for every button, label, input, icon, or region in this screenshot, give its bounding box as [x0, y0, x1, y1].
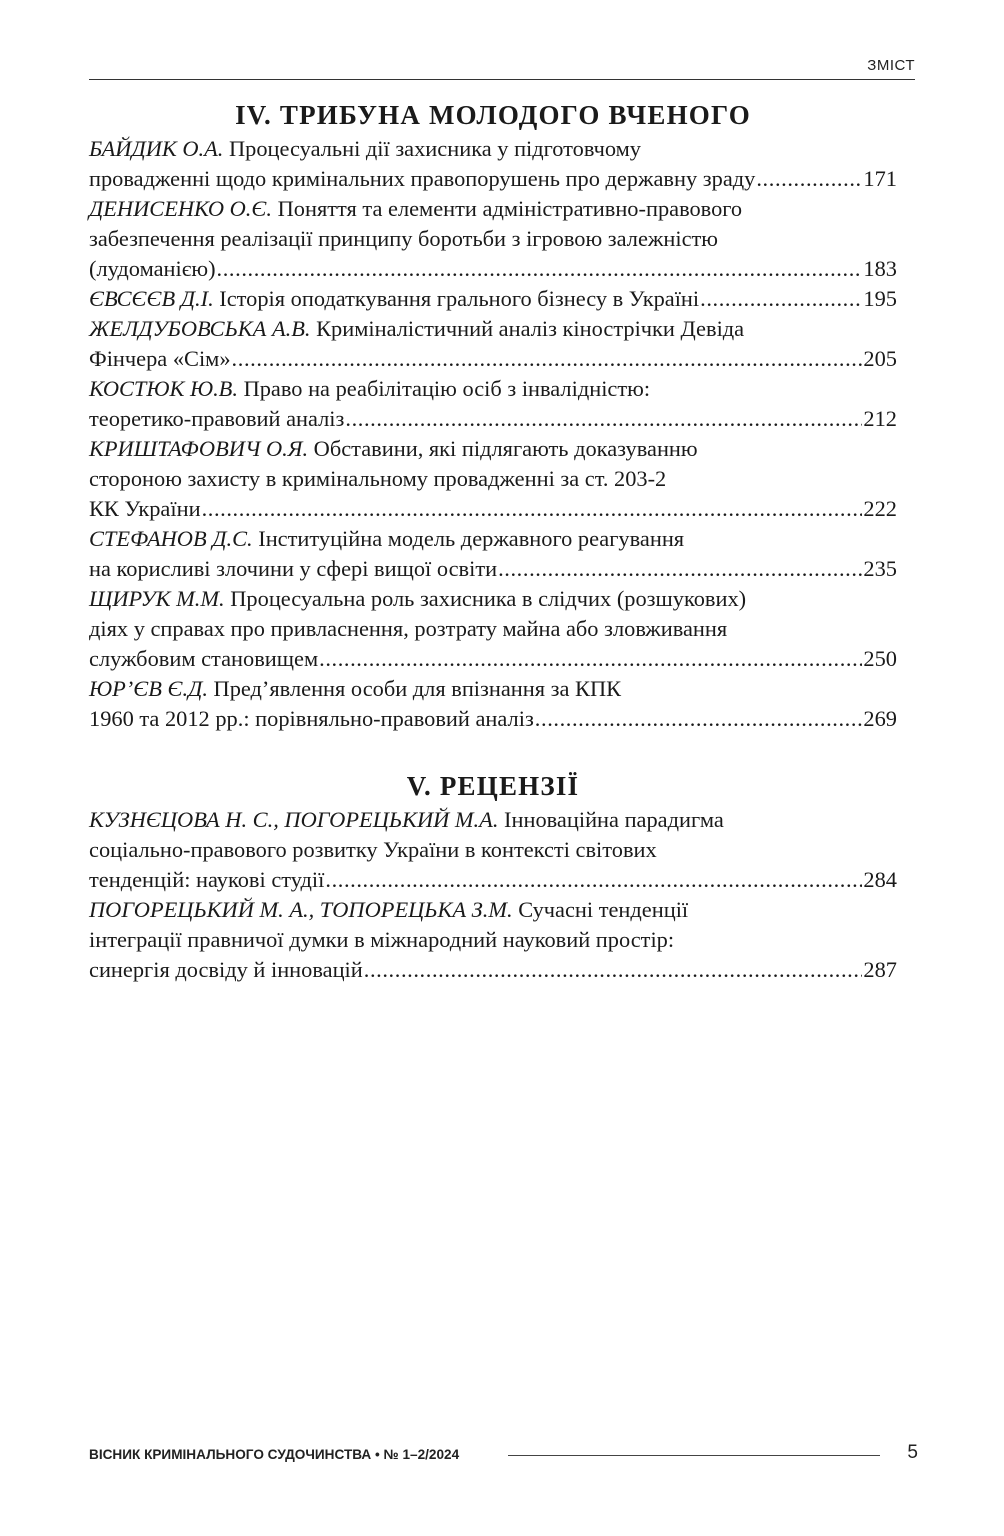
toc-entry-line — [89, 374, 897, 404]
toc-entry-author: КРИШТАФОВИЧ О.Я. — [89, 436, 309, 461]
toc-entry-author: КУЗНЄЦОВА Н. С., ПОГОРЕЦЬКИЙ М.А. — [89, 807, 499, 832]
toc-entry-line — [89, 614, 897, 644]
toc-entry-line — [89, 584, 897, 614]
toc-entry-title: діях у справах про привласнення, розтрату майна або зловживання — [89, 616, 728, 641]
toc-entry-page: 235 — [863, 556, 897, 581]
toc-entry[interactable] — [89, 895, 897, 985]
toc-entry-title: Сучасні тенденції — [518, 897, 689, 922]
section-title: V. РЕЦЕНЗІЇ — [406, 771, 580, 801]
toc-entry-text — [89, 704, 534, 734]
toc-entry-text — [89, 466, 666, 491]
toc-entry-author: ЩИРУК М.М. — [89, 586, 225, 611]
toc-entry-page: 212 — [863, 406, 897, 431]
toc-entry-author: ЮР’ЄВ Є.Д. — [89, 676, 208, 701]
toc-entry-page: 222 — [863, 496, 897, 521]
toc-entry-text — [89, 644, 318, 674]
toc-entry-text — [89, 616, 727, 641]
running-header: ЗМІСТ — [867, 57, 915, 74]
toc-entry-last-line — [89, 704, 897, 734]
toc-entry-title: (лудоманією) — [89, 256, 216, 281]
toc-entry-title: 1960 та 2012 рр.: порівняльно-правовий аналіз — [89, 706, 534, 731]
dot-leader — [319, 644, 862, 674]
toc-entry[interactable] — [89, 314, 897, 374]
toc-entry-title: Обставини, які підлягають доказуванню — [313, 436, 698, 461]
toc-entry[interactable] — [89, 374, 897, 434]
toc-entry-title: соціально-правового розвитку України в контексті світових — [89, 837, 657, 862]
toc-entry-text — [89, 807, 724, 832]
toc-entry-text — [89, 226, 718, 251]
toc-entry[interactable] — [89, 194, 897, 284]
toc-entry-line — [89, 524, 897, 554]
dot-leader — [217, 254, 863, 284]
section-reviews — [89, 769, 897, 985]
toc-entry-author: БАЙДИК О.А. — [89, 136, 224, 161]
dot-leader — [700, 284, 862, 314]
toc-entry-text — [89, 676, 621, 701]
toc-entry[interactable] — [89, 284, 897, 314]
toc-entry[interactable] — [89, 674, 897, 734]
header-divider — [89, 79, 915, 80]
toc-entry-title: тенденцій: наукові студії — [89, 867, 325, 892]
toc-entry-title: забезпечення реалізації принципу боротьби з ігровою залежністю — [89, 226, 719, 251]
toc-entry-title: Пред’явлення особи для впізнання за КПК — [213, 676, 622, 701]
toc-entry-text — [89, 376, 650, 401]
toc-entry-text — [89, 164, 755, 194]
toc-entry-text — [89, 436, 698, 461]
toc-entry-page: 183 — [863, 256, 897, 281]
toc-entry-page: 284 — [863, 867, 897, 892]
toc-entry-text — [89, 136, 641, 161]
toc-entry-last-line — [89, 284, 897, 314]
toc-entry-page: 287 — [863, 957, 897, 982]
toc-entry-title: Процесуальна роль захисника в слідчих (розшукових) — [230, 586, 747, 611]
toc-entry-text — [89, 554, 497, 584]
toc-entry-title: Інноваційна парадигма — [504, 807, 724, 832]
section-young-scientist — [89, 98, 897, 734]
dot-leader — [202, 494, 863, 524]
toc-entry-line — [89, 925, 897, 955]
toc-entry-last-line — [89, 644, 897, 674]
toc-entry-text — [89, 404, 344, 434]
toc-entry-title: Право на реабілітацію осіб з інвалідністю: — [243, 376, 651, 401]
dot-leader — [232, 344, 863, 374]
toc-entry-title: Процесуальні дії захисника у підготовчому — [229, 136, 641, 161]
dot-leader — [535, 704, 863, 734]
footer-divider — [508, 1455, 880, 1456]
toc-entry-title: Криміналістичний аналіз кінострічки Девіда — [316, 316, 745, 341]
toc-entry-page: 269 — [863, 706, 897, 731]
toc-entry[interactable] — [89, 584, 897, 674]
toc-entry-last-line — [89, 494, 897, 524]
journal-title: ВІСНИК КРИМІНАЛЬНОГО СУДОЧИНСТВА • № 1–2/2024 — [89, 1447, 460, 1462]
dot-leader — [498, 554, 862, 584]
toc-entry-line — [89, 194, 897, 224]
toc-entry[interactable] — [89, 524, 897, 584]
toc-entry-last-line — [89, 404, 897, 434]
toc-entry-last-line — [89, 254, 897, 284]
page-number: 5 — [907, 1442, 918, 1463]
toc-entry-author: ЖЕЛДУБОВСЬКА А.В. — [89, 316, 311, 341]
toc-entry[interactable] — [89, 805, 897, 895]
toc-entry-title: КК України — [89, 496, 201, 521]
toc-entry-page: 195 — [863, 286, 897, 311]
toc-entry-title: теоретико-правовий аналіз — [89, 406, 345, 431]
toc-entry-line — [89, 314, 897, 344]
toc-entry-author: ЄВСЄЄВ Д.І. — [89, 286, 214, 311]
toc-entry-text — [89, 344, 231, 374]
toc-entry-text — [89, 526, 684, 551]
toc-entry[interactable] — [89, 134, 897, 194]
toc-entry-title: Інституційна модель державного реагування — [258, 526, 685, 551]
toc-entry-title: Історія оподаткування грального бізнесу в Україні — [219, 286, 700, 311]
toc-entry-text — [89, 254, 216, 284]
toc-entry-line — [89, 674, 897, 704]
toc-entry-line — [89, 224, 897, 254]
toc-entry-text — [89, 284, 699, 314]
dot-leader — [364, 955, 863, 985]
toc-entry-author: ДЕНИСЕНКО О.Є. — [89, 196, 272, 221]
toc-entry-text — [89, 897, 688, 922]
toc-entry[interactable] — [89, 434, 897, 524]
toc-entry-title: Поняття та елементи адміністративно-правового — [277, 196, 743, 221]
dot-leader — [756, 164, 862, 194]
toc-entry-line — [89, 434, 897, 464]
toc-entry-page: 250 — [863, 646, 897, 671]
toc-entry-author: КОСТЮК Ю.В. — [89, 376, 238, 401]
toc-entry-title: синергія досвіду й інновацій — [89, 957, 363, 982]
toc-entry-last-line — [89, 554, 897, 584]
toc-entry-last-line — [89, 344, 897, 374]
toc-entry-text — [89, 927, 674, 952]
toc-entry-title: стороною захисту в кримінальному провадженні за ст. 203-2 — [89, 466, 667, 491]
toc-entry-line — [89, 134, 897, 164]
toc-entry-title: на корисливі злочини у сфері вищої освіти — [89, 556, 498, 581]
toc-entry-last-line — [89, 955, 897, 985]
toc-entry-last-line — [89, 164, 897, 194]
dot-leader — [345, 404, 862, 434]
toc-entry-line — [89, 835, 897, 865]
section-title: IV. ТРИБУНА МОЛОДОГО ВЧЕНОГО — [235, 100, 751, 130]
toc-entry-text — [89, 955, 363, 985]
toc-entry-text — [89, 196, 742, 221]
toc-entry-line — [89, 805, 897, 835]
toc-entry-text — [89, 865, 324, 895]
dot-leader — [325, 865, 862, 895]
toc-entry-title: Фінчера «Сім» — [89, 346, 231, 371]
toc-entry-last-line — [89, 865, 897, 895]
toc-entry-title: службовим становищем — [89, 646, 319, 671]
toc-entry-text — [89, 494, 201, 524]
toc-entry-line — [89, 895, 897, 925]
toc-entry-text — [89, 316, 744, 341]
toc-entry-title: інтеграції правничої думки в міжнародний науковий простір: — [89, 927, 675, 952]
toc-entry-page: 205 — [863, 346, 897, 371]
toc-entry-line — [89, 464, 897, 494]
toc-entry-title: провадженні щодо кримінальних правопорушень про державну зраду — [89, 166, 756, 191]
toc-entry-author: ПОГОРЕЦЬКИЙ М. А., ТОПОРЕЦЬКА З.М. — [89, 897, 513, 922]
toc-entry-text — [89, 837, 657, 862]
toc-entry-page: 171 — [863, 166, 897, 191]
toc-entry-text — [89, 586, 746, 611]
toc-entry-author: СТЕФАНОВ Д.С. — [89, 526, 253, 551]
